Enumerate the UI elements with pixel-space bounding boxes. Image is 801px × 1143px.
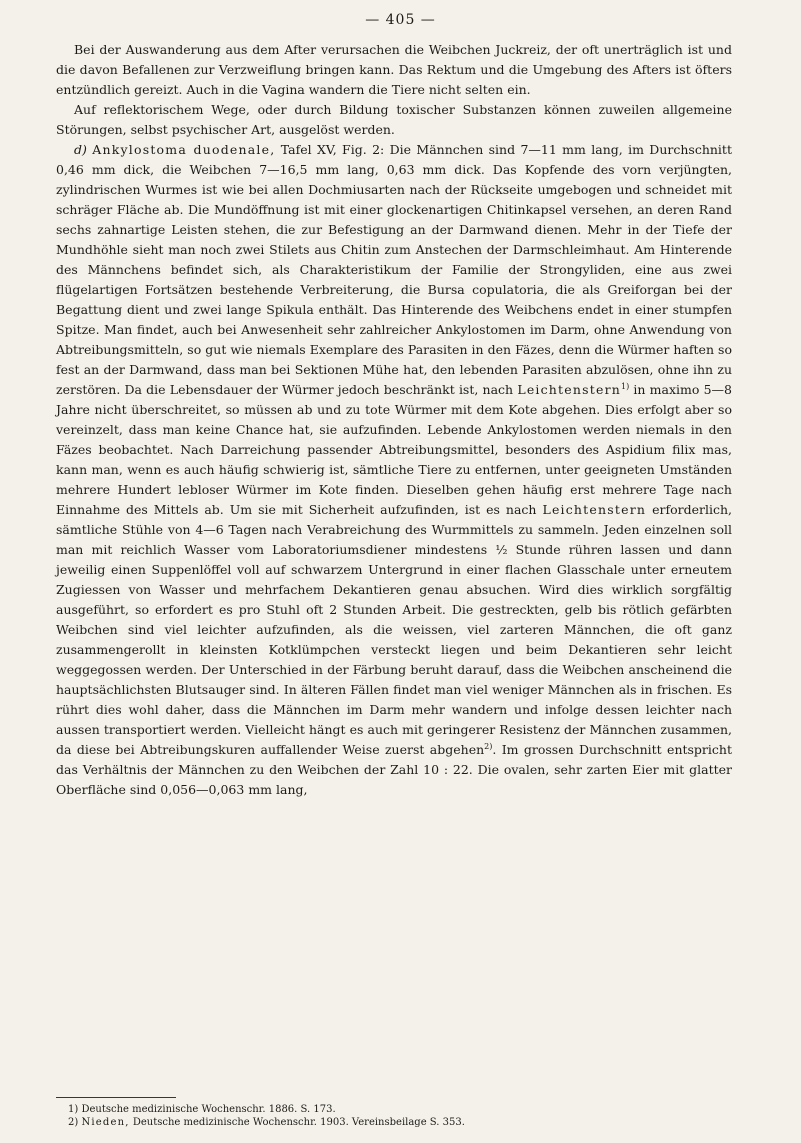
plate-reference: Tafel XV, Fig. 2:	[280, 142, 385, 157]
section-text: . Im grossen Durchschnitt entspricht das Verhältnis der Männchen zu den Weibchen der Zahl 10 : 22. Die ovalen, sehr zarten Eier mit glatter Oberfläche sind 0,056—0,063 mm lang,	[56, 742, 732, 797]
paragraph: Bei der Auswanderung aus dem After verursachen die Weibchen Juckreiz, der oft unerträglich ist und die davon Befallenen zur Verzweiflung bringen kann. Das Rektum und die Umgebung des Afters ist öfters entzündlich gereizt. Auch in die Vagina wandern die Tiere nicht selten ein.	[56, 42, 732, 97]
footnote-divider	[56, 1097, 176, 1098]
section-title: Ankylostoma duodenale,	[92, 142, 276, 157]
section-text: erforderlich, sämtliche Stühle von 4—6 Tagen nach Verabreichung des Wurmmittels zu sammeln. Jeden einzelnen soll man mit reichlich Wasser vom Laboratoriumsdiener mindestens ½ Stunde rühren lassen und dann jeweilig einen Suppenlöffel voll auf schwarzem Untergrund in einer flachen Glasschale unter erneutem Zugiessen von Wasser und mehrfachem Dekantieren genau absuchen. Wird dies wirklich sorgfältig ausgeführt, so erfordert es pro Stuhl oft 2 Stunden Arbeit. Die gestreckten, gelb bis rötlich gefärbten Weibchen sind viel leichter aufzufinden, als die weissen, viel zarteren Männchen, die oft ganz zusammengerollt in kleinsten Kotklümpchen versteckt liegen und beim Dekantieren sehr leicht weggegossen werden. Der Unterschied in der Färbung beruht darauf, dass die Weibchen anscheinend die hauptsächlichsten Blutsauger sind. In älteren Fällen findet man viel weniger Männchen als in frischen. Es rührt dies wohl daher, dass die Männchen im Darm mehr wandern und infolge dessen leichter nach aussen transportiert werden. Vielleicht hängt es auch mit geringerer Resistenz der Männchen zusammen, da diese bei Abtreibungskuren auffallender Weise zuerst abgehen	[56, 502, 733, 757]
paragraph: Auf reflektorischem Wege, oder durch Bildung toxischer Substanzen können zuweilen allgemeine Störungen, selbst psychischer Art, ausgelöst werden.	[56, 102, 732, 137]
footnote-ref: 1)	[621, 381, 630, 391]
footnote-number: 2)	[68, 1117, 79, 1128]
main-text	[56, 40, 732, 800]
author-name: Leichtenstern	[517, 382, 621, 397]
author-name: Leichtenstern	[542, 502, 647, 517]
footnotes	[56, 1103, 732, 1129]
footnote-text: Deutsche medizinische Wochenschr. 1886. S. 173.	[81, 1104, 336, 1115]
footnote-number: 1)	[68, 1104, 79, 1115]
footnote-text: Deutsche medizinische Wochenschr. 1903. Vereinsbeilage S. 353.	[132, 1117, 465, 1128]
footnote	[56, 1116, 732, 1129]
section-text: Die Männchen sind 7—11 mm lang, im Durchschnitt 0,46 mm dick, die Weibchen 7—16,5 mm lang, 0,63 mm dick. Das Kopfende des vorn verjüngten, zylindrischen Wurmes ist wie bei allen Dochmiusarten nach der Rückseite umgebogen und schneidet mit schräger Fläche ab. Die Mundöffnung ist mit einer glockenartigen Chitinkapsel versehen, an deren Rand sechs zahnartige Leisten stehen, die zur Befestigung an der Darmwand dienen. Mehr in der Tiefe der Mundhöhle sieht man noch zwei Stilets aus Chitin zum Anstechen der Darmschleimhaut. Am Hinterende des Männchens befindet sich, als Charakteristikum der Familie der Strongyliden, eine aus zwei flügelartigen Fortsätzen bestehende Verbreiterung, die Bursa copulatoria, die als Greiforgan bei der Begattung dient und zwei lange Spikula enthält. Das Hinterende des Weibchens endet in einer stumpfen Spitze. Man findet, auch bei Anwesenheit sehr zahlreicher Ankylostomen im Darm, ohne Anwendung von Abtreibungsmitteln, so gut wie niemals Exemplare des Parasiten in den Fäzes, denn die Würmer haften so fest an der Darmwand, dass man bei Sektionen Mühe hat, den lebenden Parasiten abzulösen, ohne ihn zu zerstören. Da die Lebensdauer der Würmer jedoch beschränkt ist, nach	[56, 142, 732, 397]
section-text: in maximo 5—8 Jahre nicht überschreitet, so müssen ab und zu tote Würmer mit dem Kote abgehen. Dies erfolgt aber so vereinzelt, dass man keine Chance hat, sie aufzufinden. Lebende Ankylostomen werden niemals in den Fäzes beobachtet. Nach Darreichung passender Abtreibungsmittel, besonders des Aspidium filix mas, kann man, wenn es auch häufig schwierig ist, sämtliche Tiere zu entfernen, unter geeigneten Umständen mehrere Hundert lebloser Würmer im Kote finden. Dieselben gehen häufig erst mehrere Tage nach Einnahme des Mittels ab. Um sie mit Sicherheit aufzufinden, ist es nach	[56, 382, 732, 517]
footnote-author: Nieden,	[81, 1117, 130, 1128]
footnote	[56, 1103, 732, 1116]
page-number: — 405 —	[365, 12, 436, 28]
footnote-ref: 2)	[484, 741, 493, 751]
section-ankylostoma	[56, 140, 732, 800]
section-marker: d)	[74, 142, 87, 157]
